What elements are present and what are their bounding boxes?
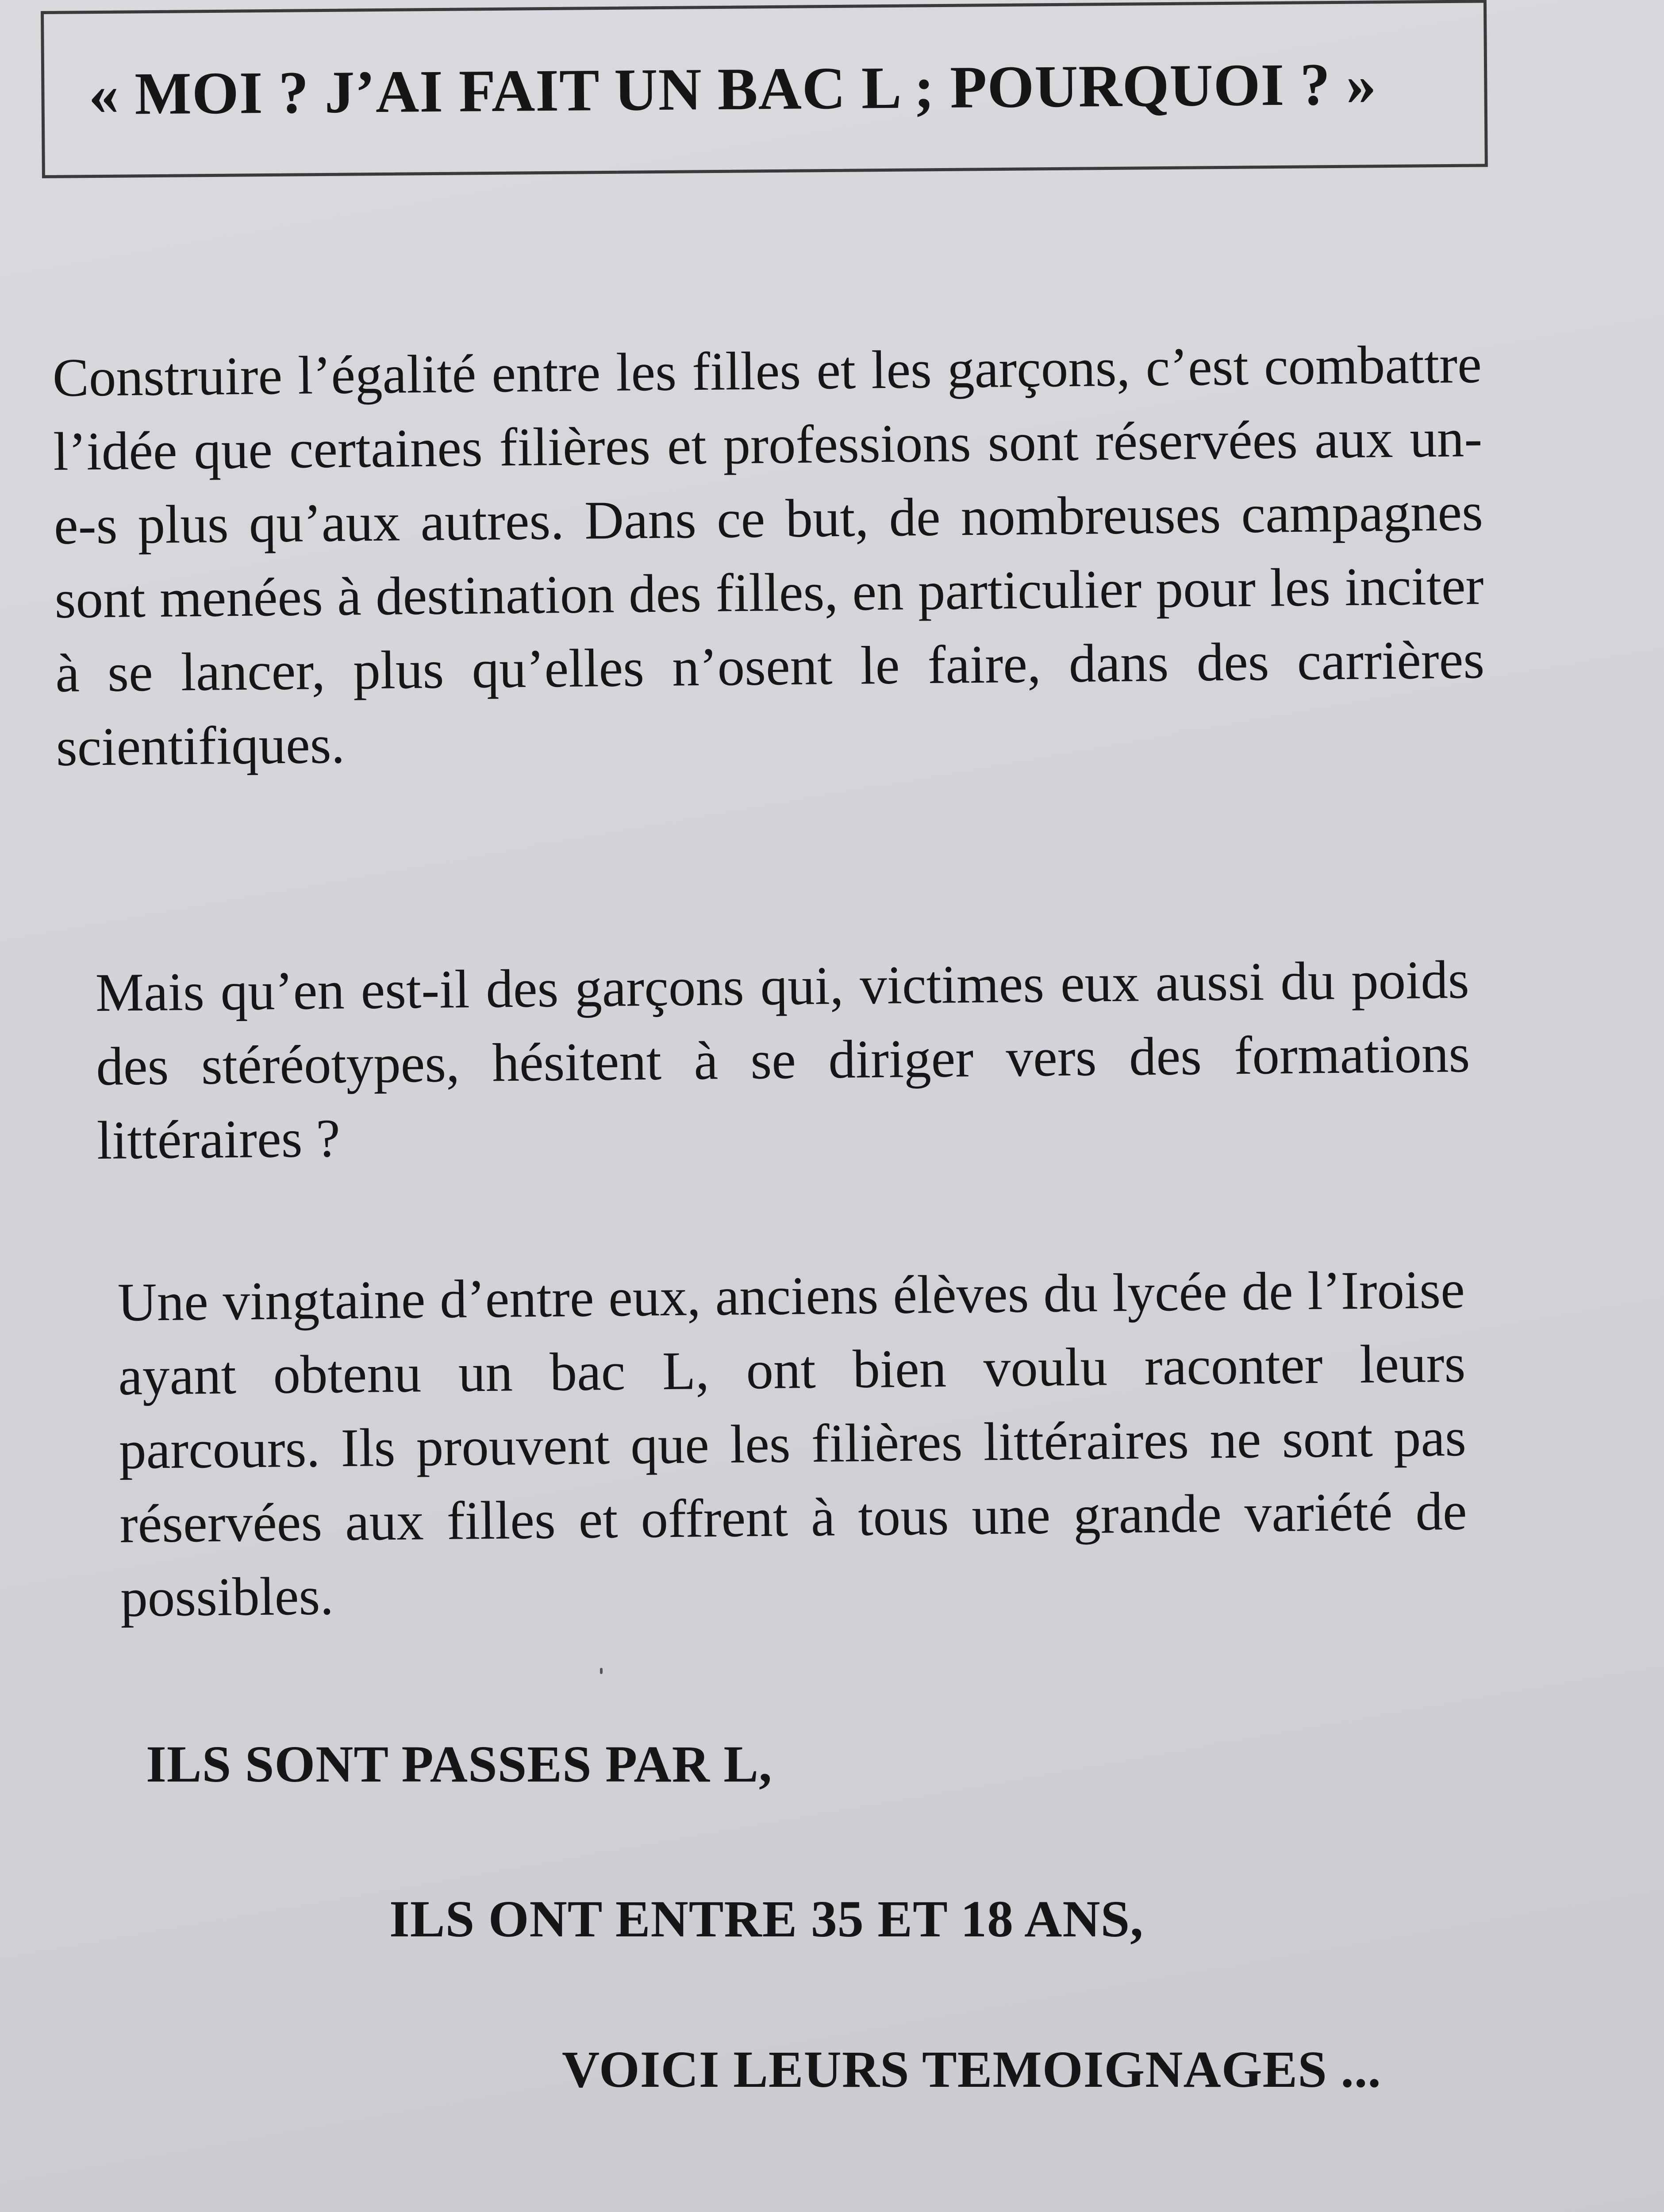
ink-speck (600, 1668, 603, 1674)
closing-line-1: ILS SONT PASSES PAR L, (146, 1735, 772, 1793)
title-box (41, 0, 1488, 178)
question-paragraph: Mais qu’en est-il des garçons qui, victimes eux aussi du poids des stéréotypes, hésitent à se diriger vers des formations littéraires ? (95, 949, 1470, 1171)
closing-line-3: VOICI LEURS TEMOIGNAGES ... (562, 2040, 1381, 2098)
document-title: « MOI ? J’AI FAIT UN BAC L ; POURQUOI ? » (88, 51, 1377, 128)
intro-paragraph: Construire l’égalité entre les filles et les garçons, c’est combattre l’idée que certaines filières et professions sont réservées aux un-e-s plus qu’aux autres. Dans ce but, de nombreuses campagnes sont menées à destination des filles, en particulier pour les inciter à se lancer, plus qu’elles n’osent le faire, dans des carrières scientifiques. (52, 333, 1485, 777)
closing-line-2: ILS ONT ENTRE 35 ET 18 ANS, (389, 1890, 1144, 1948)
testimony-paragraph: Une vingtaine d’entre eux, anciens élèves du lycée de l’Iroise ayant obtenu un bac L, ont bien voulu raconter leurs parcours. Ils prouvent que les filières littéraires ne sont pas réservées aux filles et offrent à tous une grande variété de possibles. (117, 1259, 1468, 1628)
